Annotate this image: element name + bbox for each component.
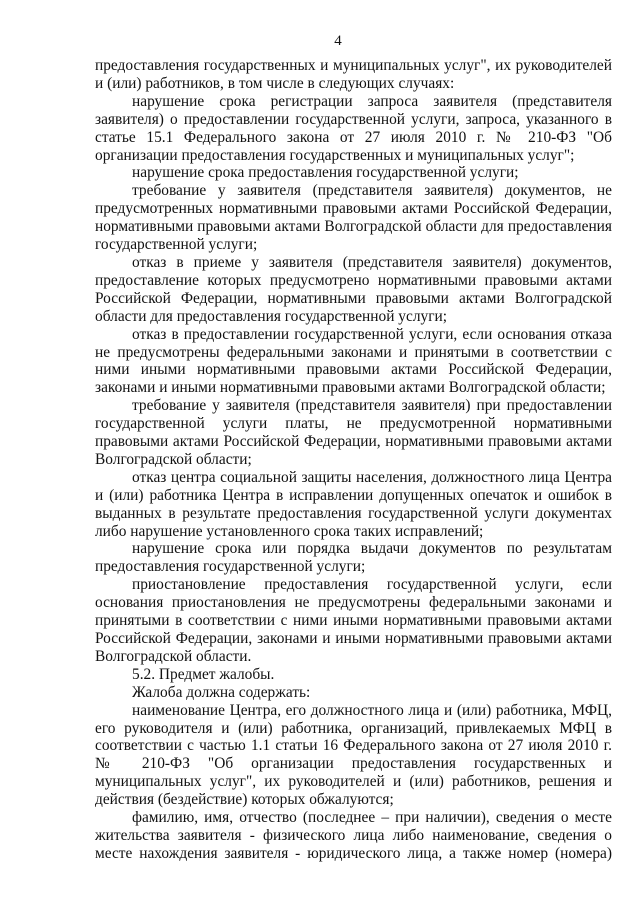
page-number: 4	[334, 33, 342, 49]
paragraph-correction-refusal: отказ центра социальной защиты населения, должностного лица Центра и (или) работника Центра в исправлении допущенных опечаток и ошибок в выданных в результате предоставления государственной услуги документах либо нарушение установленного срока таких исправлений;	[95, 468, 612, 540]
section-heading-5-2: 5.2. Предмет жалобы.	[132, 665, 275, 683]
paragraph-intro-continuation: предоставления государственных и муниципальных услуг", их руководителей и (или) работников, в том числе в следующих случаях:	[95, 57, 612, 92]
document-body	[95, 57, 612, 863]
paragraph-registration-violation: нарушение срока регистрации запроса заявителя (представителя заявителя) о предоставлении государственной услуги, запроса, указанного в статье 15.1 Федерального закона от 27 июля 2010 г. № 210-ФЗ "Об организации предоставления государственных и муниципальных услуг";	[95, 92, 612, 164]
paragraph-applicant-details: фамилию, имя, отчество (последнее – при наличии), сведения о месте жительства заявителя - физического лица либо наименование, сведения о месте нахождения заявителя - юридического лица, а также номер (номера)	[95, 809, 612, 862]
paragraph-issuance-violation: нарушение срока или порядка выдачи документов по результатам предоставления государственной услуги;	[95, 540, 612, 576]
paragraph-service-term-violation: нарушение срока предоставления государственной услуги;	[132, 164, 519, 182]
paragraph-documents-refusal: отказ в приеме у заявителя (представителя заявителя) документов, предоставление которых предусмотрено нормативными правовыми актами Российской Федерации, нормативными правовыми актами Волгоградской области для предоставления государственной услуги;	[95, 253, 612, 325]
paragraph-complaint-subject-names: наименование Центра, его должностного лица и (или) работника, МФЦ, его руководителя и (или) работника, организаций, привлекаемых МФЦ в соответствии с частью 1.1 статьи 16 Федерального закона от 27 июля 2010 г. № 210-ФЗ "Об организации предоставления государственных и муниципальных услуг", их руководителей и (или) работников, решения и действия (бездействие) которых обжалуются;	[95, 701, 612, 809]
paragraph-complaint-contents: Жалоба должна содержать:	[132, 683, 311, 701]
paragraph-documents-requirement: требование у заявителя (представителя заявителя) документов, не предусмотренных нормативными правовыми актами Российской Федерации, нормативными правовыми актами Волгоградской области для предоставления государственной услуги;	[95, 182, 612, 254]
paragraph-payment-requirement: требование у заявителя (представителя заявителя) при предоставлении государственной услуги платы, не предусмотренной нормативными правовыми актами Российской Федерации, нормативными правовыми актами Волгоградской области;	[95, 397, 612, 468]
paragraph-service-refusal: отказ в предоставлении государственной услуги, если основания отказа не предусмотрены федеральными законами и принятыми в соответствии с ними иными нормативными правовыми актами Российской Федерации, законами и иными нормативными правовыми актами Волгоградской области;	[95, 325, 612, 397]
paragraph-suspension: приостановление предоставления государственной услуги, если основания приостановления не предусмотрены федеральными законами и принятыми в соответствии с ними иными нормативными правовыми актами Российской Федерации, законами и иными нормативными правовыми актами Волгоградской области.	[95, 576, 612, 665]
